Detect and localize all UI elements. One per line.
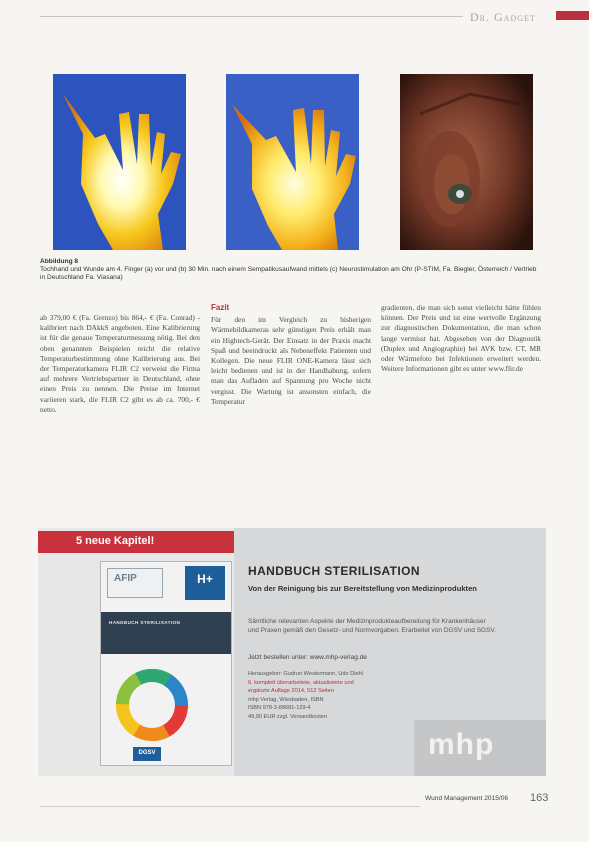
conclusion-heading: Fazit — [211, 303, 230, 312]
book-cover-title: HANDBUCH STERILISATION — [109, 620, 181, 625]
spec-edition: 6. komplett überarbeitete, aktualisierte und — [248, 679, 354, 686]
caption-text: Tochhand und Wunde am 4. Finger (a) vor und (b) 30 Min. nach einem Sempatikusaufwand mittels (c) Neurostimulation am Ohr (P-STIM, Fa. Biegler, Österreich / Vertrieb in Deutschland Fa. Viasana) — [40, 266, 537, 281]
book-cycle-diagram — [111, 664, 193, 746]
spec-pages: ergänzte Auflage 2014, 512 Seiten — [248, 688, 334, 695]
figure-caption — [40, 258, 540, 282]
article-column-2 — [211, 303, 371, 407]
dgsv-logo: DGSV — [133, 747, 161, 761]
book-title-band — [101, 612, 231, 654]
caption-title: Abbildung 8 — [40, 258, 79, 265]
thermal-image-after — [226, 74, 359, 250]
ad-banner: 5 neue Kapitel! — [38, 531, 234, 553]
spec-price: 49,90 EUR zzgl. Versandkosten — [248, 713, 327, 720]
footer-source: Wund Management 2015/06 — [425, 795, 509, 802]
spec-publisher: mhp Verlag, Wiesbaden, ISBN — [248, 696, 324, 703]
page-number: 163 — [530, 792, 549, 804]
ad-description: Sämtliche relevanten Aspekte der Medizinprodukteaufbereitung für Krankenhäuser und Praxen gemäß den Gesetz- und Normvorgaben. Erarbeitet von DGSV und SGSV. — [248, 618, 496, 634]
ear-neurostimulation-photo — [400, 74, 533, 250]
article-column-1: ab 379,00 € (Fa. Grenzo) bis 864,- € (Fa. Conrad) - kalibriert nach DAkkS angeboten. Eine Kalibrierung ist für die genaue Temperaturmessung nötig. Bei den oben genannten Beispielen reicht die relative Temperaturbestimmung ohne Kalibrierung aus. Bei der Temperaturkamera FLIR C2 verweist die Firma auf mehrere Vertriebspartner in Deutschland, ohne einen Preis zu nennen. Die Preise im Internet variieren stark, die FLIR C2 gibt es ab ca. 700,- € netto. — [40, 313, 200, 414]
book-cover — [100, 561, 232, 766]
section-color-bar — [556, 11, 589, 20]
spec-editors: Herausgeber: Gudrun Westermann, Udo Diehl — [248, 671, 363, 677]
section-tag: Dr. Gadget — [470, 10, 536, 24]
article-column-3: gradienten, die man sich sonst vielleicht hätte fühlen können. Der Preis und ist eine wertvolle Ergänzung zur diagnostischen Dokumentation, die man schon lange vermisst hat. Abgesehen von der Diagnostik (Duplex und Angiographie) bei AVK bzw. CT, MR oder Wärmefoto bei Infektionen erweitert werden. Weitere Informationen gibt es unter www.flir.de — [381, 303, 541, 374]
ad-subtitle: Von der Reinigung bis zur Bereitstellung von Medizinprodukten — [248, 584, 477, 593]
afip-logo: AFIP — [107, 568, 163, 598]
mhp-brand-logo: mhp — [414, 720, 546, 776]
hplus-logo: H+ — [185, 566, 225, 600]
ad-book-specs — [248, 670, 448, 722]
thermal-image-before — [53, 74, 186, 250]
ad-title: HANDBUCH STERILISATION — [248, 564, 420, 578]
conclusion-text: Für den im Vergleich zu bisherigen Wärmebildkameras sehr günstigen Preis erhält man ein Hightech-Gerät. Der Einsatz in der Praxis macht Spaß und beeindruckt als Nebeneffekt Patienten und Kollegen. Die neue FLIR ONE-Kamera lässt sich leicht bedienen und ist in der Handhabung, sofern man das Aufladen auf Spannung pro Woche nicht vergisst. Die Wartung ist ansonsten einfach, die Temperatur — [211, 315, 371, 406]
book-advertisement[interactable] — [38, 528, 546, 776]
ad-order-link[interactable]: Jetzt bestellen unter: www.mhp-verlag.de — [248, 654, 367, 661]
footer-rule — [40, 806, 420, 807]
spec-isbn: ISBN 978-3-88681-129-4 — [248, 705, 311, 712]
header-rule — [40, 16, 463, 17]
